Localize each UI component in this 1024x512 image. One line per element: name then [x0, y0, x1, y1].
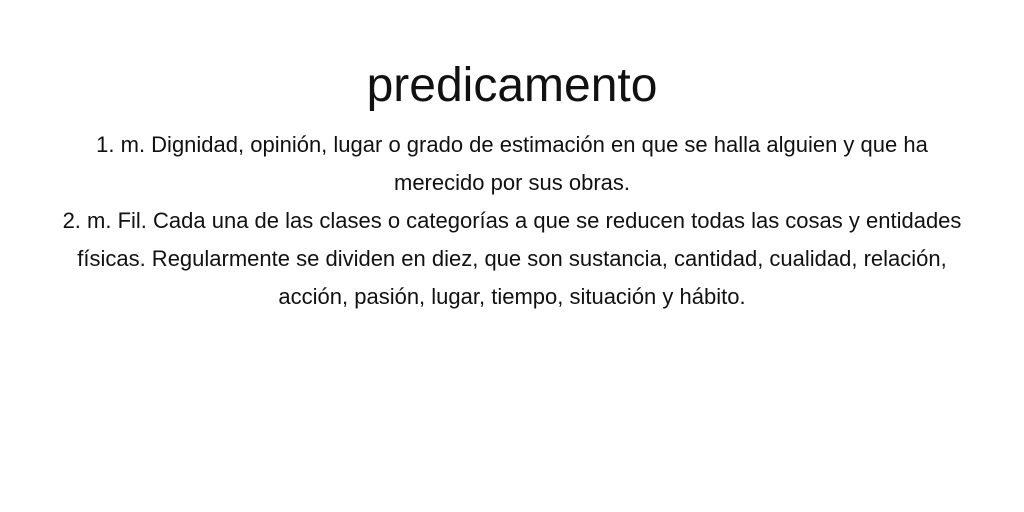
- definition-2: 2. m. Fil. Cada una de las clases o categorías a que se reducen todas las cosas y entidades físicas. Regularmente se dividen en diez, que son sustancia, cantidad, cualidad, relación, acción, pasión, lugar, tiempo, situación y hábito.: [62, 208, 962, 309]
- definition-1: 1. m. Dignidad, opinión, lugar o grado de estimación en que se halla alguien y que ha merecido por sus obras.: [96, 132, 928, 195]
- entry-title: predicamento: [366, 59, 658, 112]
- definition-list: [52, 126, 972, 316]
